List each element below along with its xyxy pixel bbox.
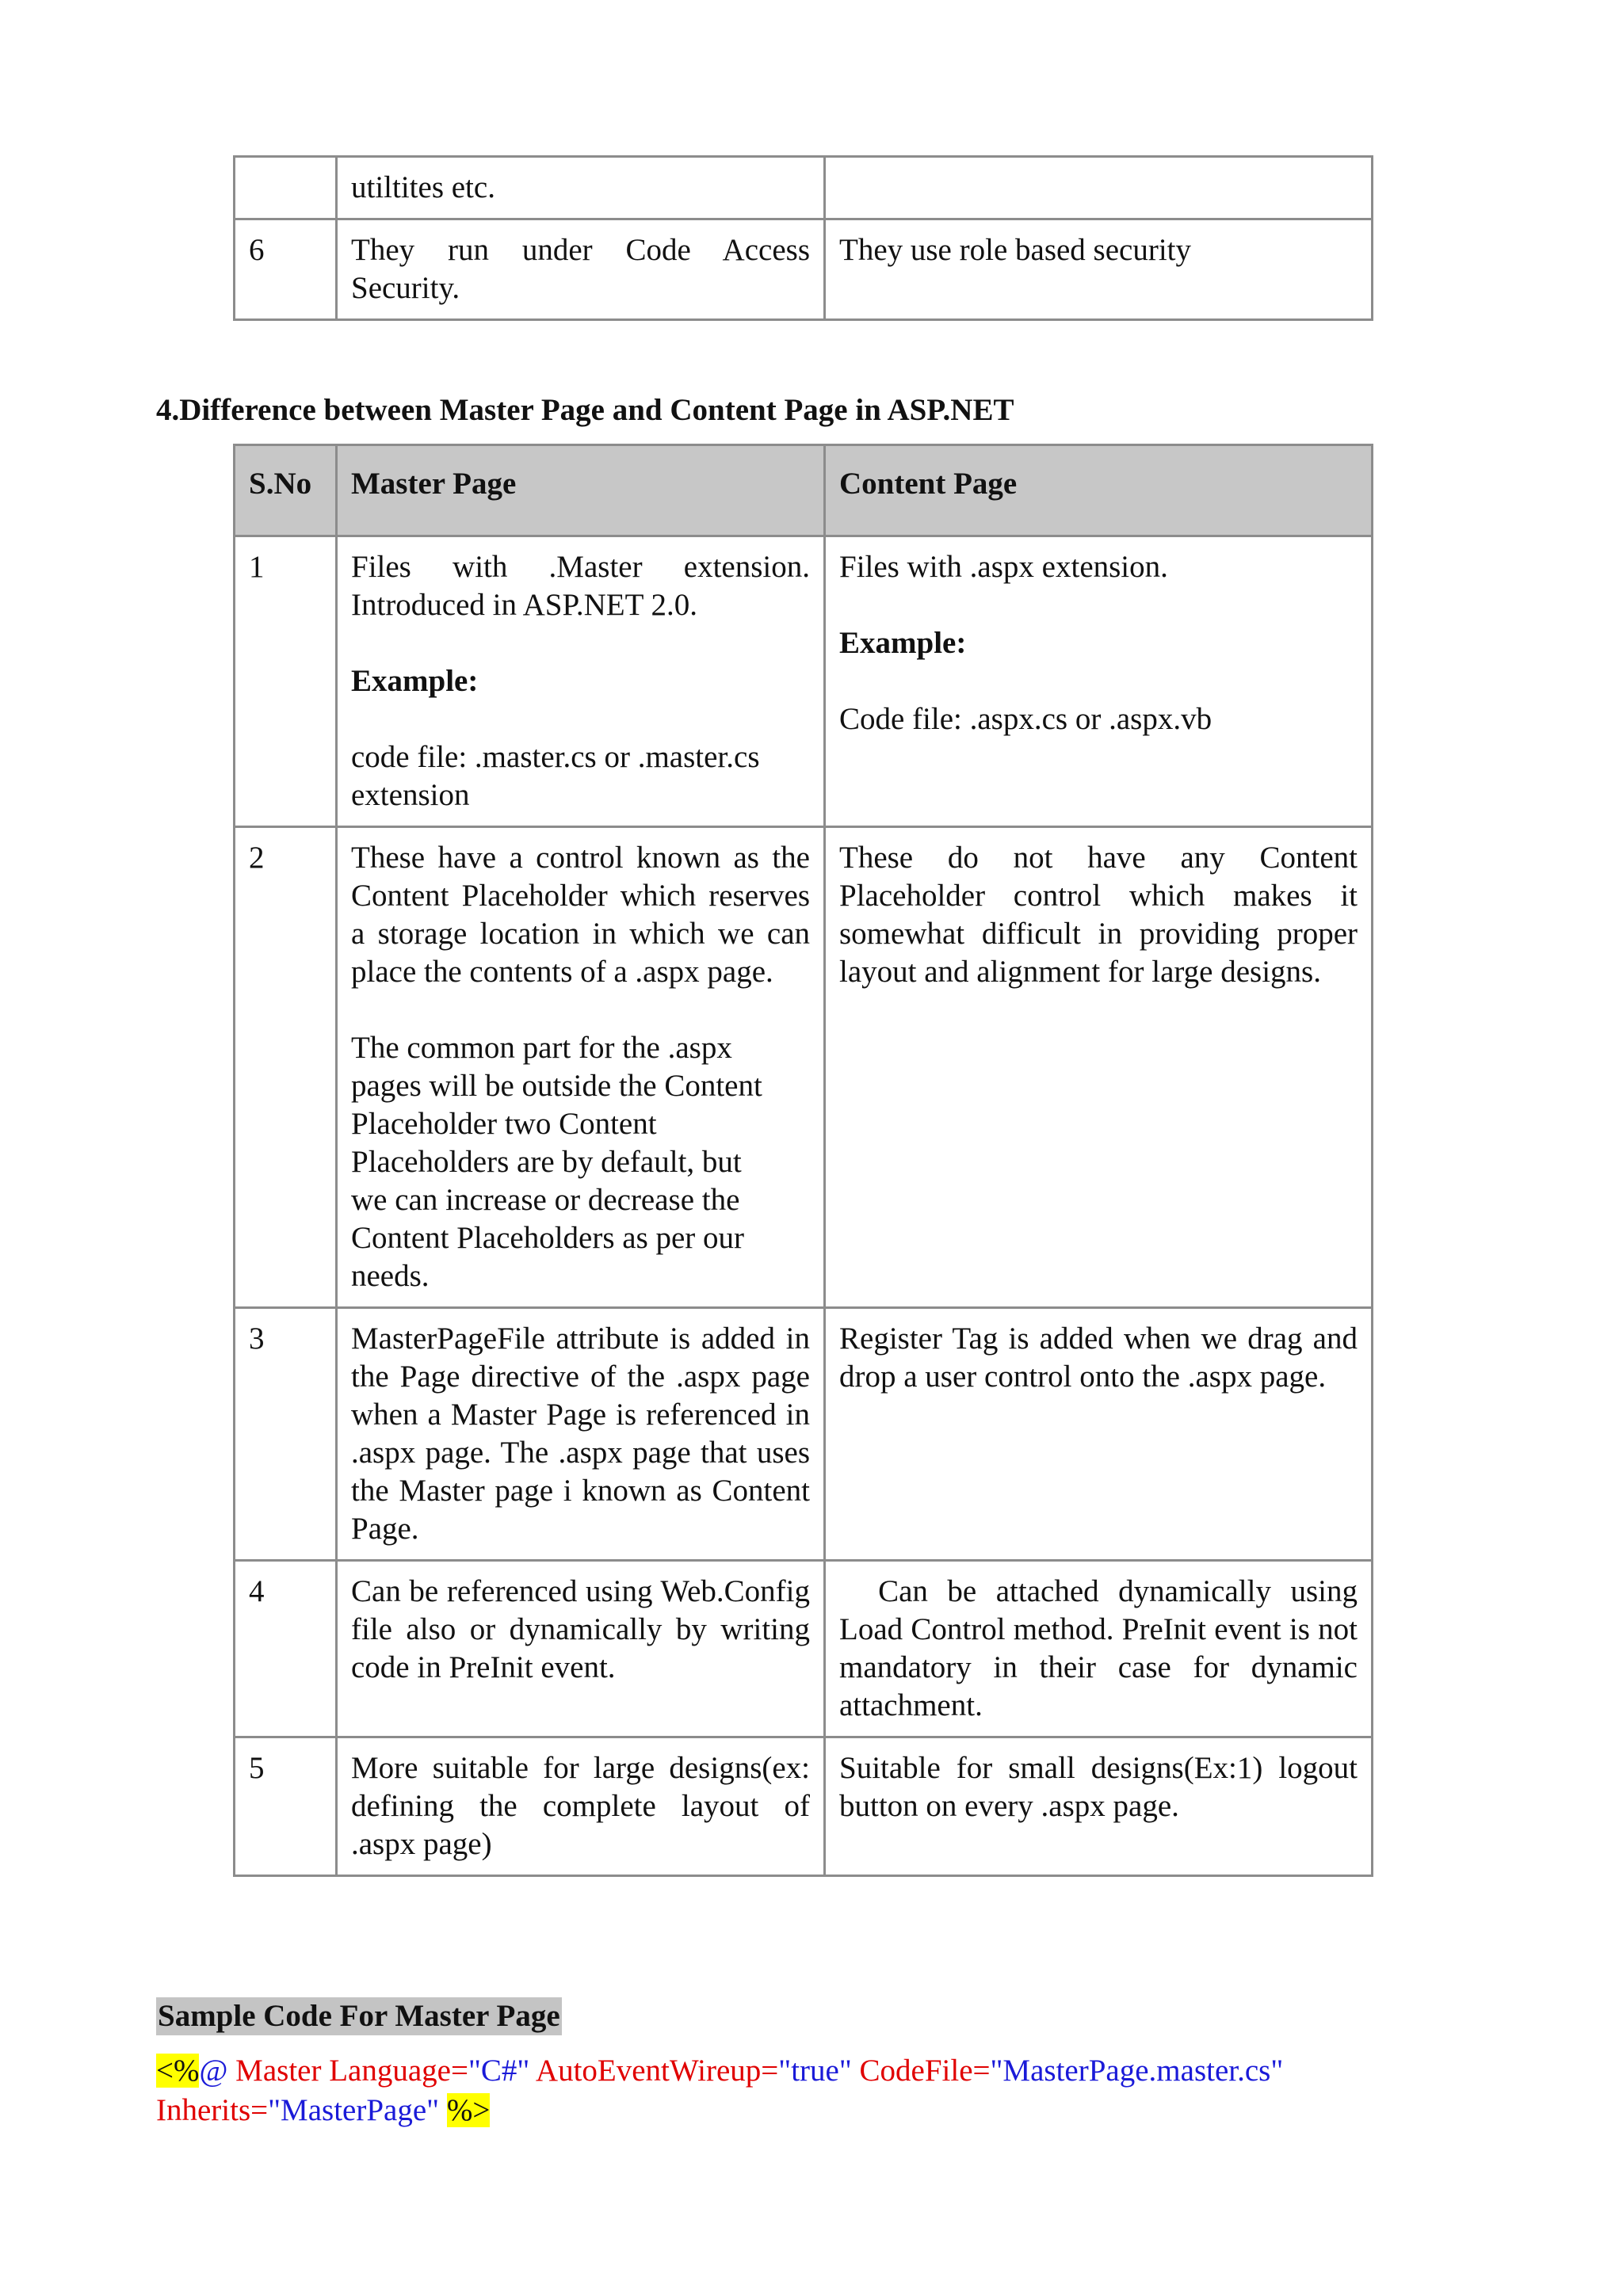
- sno-cell: 1: [235, 536, 337, 827]
- sno-cell: 4: [235, 1561, 337, 1737]
- cell-label: Example:: [351, 664, 479, 698]
- code-val-language: "C#": [468, 2054, 530, 2088]
- table-row: [235, 1561, 1373, 1737]
- sno-cell: 6: [235, 219, 337, 320]
- header-content-page: Content Page: [825, 445, 1373, 536]
- cell-text: Files with .aspx extension.: [839, 550, 1168, 584]
- cell-left: [337, 219, 825, 320]
- content-cell: [825, 536, 1373, 827]
- code-attr-codefile: CodeFile=: [851, 2054, 991, 2088]
- code-attr-inherits: Inherits=: [156, 2093, 269, 2127]
- table-row: [235, 536, 1373, 827]
- sno-cell: 3: [235, 1308, 337, 1561]
- cell-text: These do not have any Content Placeholder control which makes it somewhat difficult in providing proper layout and alignment for large designs.: [839, 841, 1358, 989]
- code-at: @: [199, 2054, 228, 2088]
- code-attr-language: Language=: [321, 2054, 468, 2088]
- code-directive: Master: [227, 2054, 322, 2088]
- master-cell: [337, 1561, 825, 1737]
- master-cell: [337, 536, 825, 827]
- table-row: [235, 219, 1373, 320]
- sno-cell: 5: [235, 1737, 337, 1876]
- cell-left: [337, 157, 825, 219]
- cell-text: Register Tag is added when we drag and drop a user control onto the .aspx page.: [839, 1322, 1358, 1394]
- cell-text: Code file: .aspx.cs or .aspx.vb: [839, 702, 1212, 736]
- cell-text: More suitable for large designs(ex: defining the complete layout of .aspx page): [351, 1751, 810, 1861]
- code-attr-autoevent: AutoEventWireup=: [529, 2054, 779, 2088]
- cell-text: Suitable for small designs(Ex:1) logout button on every .aspx page.: [839, 1751, 1358, 1823]
- sno-cell: [235, 157, 337, 219]
- cell-text: MasterPageFile attribute is added in the Page directive of the .aspx page when a Master Page is referenced in .aspx page. The .aspx page that uses the Master page i known as Content Page.: [351, 1322, 810, 1546]
- content-cell: [825, 1561, 1373, 1737]
- master-vs-content-table: [233, 444, 1373, 1877]
- content-cell: [825, 827, 1373, 1308]
- table-header-row: [235, 445, 1373, 536]
- sample-code-title: Sample Code For Master Page: [156, 1997, 562, 2035]
- code-close-tag: %>: [446, 2093, 491, 2127]
- table-row: [235, 1737, 1373, 1876]
- table-row: [235, 827, 1373, 1308]
- previous-comparison-table: [233, 155, 1373, 321]
- cell-text: Can be referenced using Web.Config file also or dynamically by writing code in PreInit event.: [351, 1574, 810, 1684]
- content-cell: [825, 1737, 1373, 1876]
- cell-text: utiltites etc.: [351, 170, 495, 204]
- table-row: [235, 157, 1373, 219]
- master-cell: [337, 1308, 825, 1561]
- sample-code-block: [156, 2051, 1392, 2130]
- code-val-codefile: "MasterPage.master.cs": [990, 2054, 1284, 2088]
- sno-cell: 2: [235, 827, 337, 1308]
- cell-text: Files with .Master extension. Introduced in ASP.NET 2.0.: [351, 550, 810, 622]
- cell-text: code file: .master.cs or .master.cs extension: [351, 740, 760, 812]
- code-val-autoevent: "true": [778, 2054, 852, 2088]
- code-val-inherits: "MasterPage": [268, 2093, 440, 2127]
- header-sno: S.No: [235, 445, 337, 536]
- section-heading: 4.Difference between Master Page and Content Page in ASP.NET: [156, 393, 1014, 427]
- header-master-page: Master Page: [337, 445, 825, 536]
- cell-label: Example:: [839, 626, 967, 660]
- code-open-tag: <%: [156, 2054, 200, 2088]
- cell-text: Can be attached dynamically using Load Control method. PreInit event is not mandatory in their case for dynamic attachment.: [839, 1574, 1365, 1722]
- master-cell: [337, 827, 825, 1308]
- master-cell: [337, 1737, 825, 1876]
- cell-text: These have a control known as the Content Placeholder which reserves a storage location in which we can place the contents of a .aspx page.: [351, 841, 810, 989]
- table-row: [235, 1308, 1373, 1561]
- cell-right: [825, 157, 1373, 219]
- cell-text: They run under Code Access Security.: [351, 233, 810, 305]
- content-cell: [825, 1308, 1373, 1561]
- cell-text: They use role based security: [839, 233, 1192, 267]
- cell-right: [825, 219, 1373, 320]
- cell-text: The common part for the .aspx pages will be outside the Content Placeholder two Content Placeholders are by default, but we can increase or decrease the Content Placeholders as per our needs.: [351, 1031, 762, 1293]
